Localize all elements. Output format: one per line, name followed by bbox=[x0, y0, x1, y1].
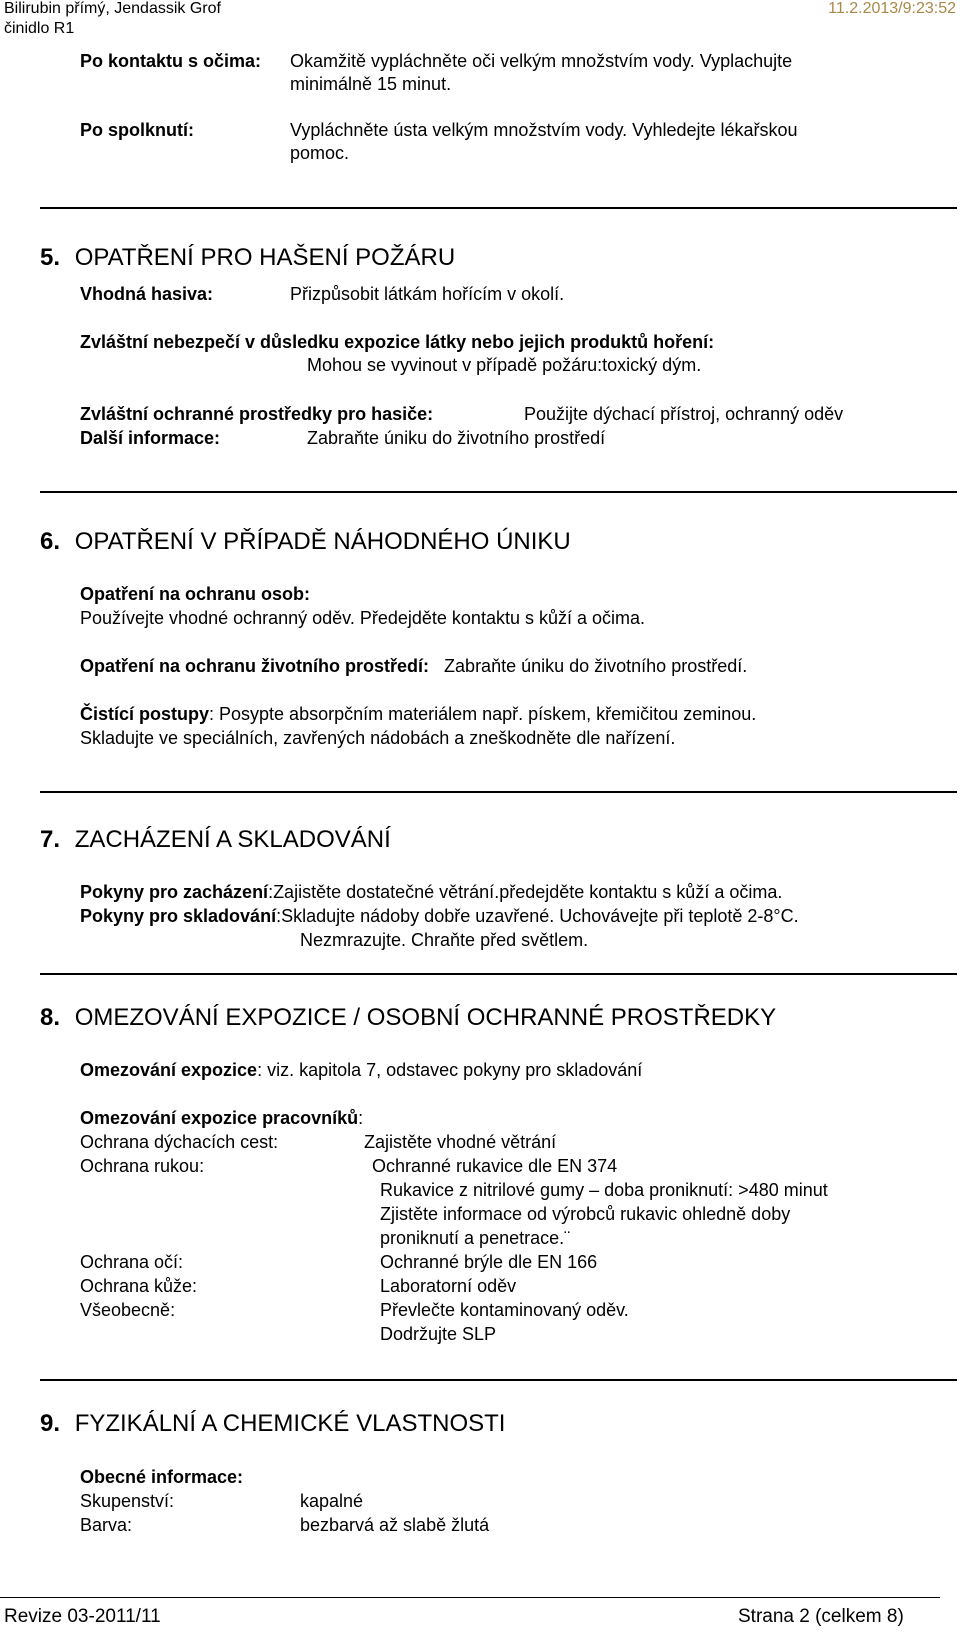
worker-exposure-colon: : bbox=[358, 1108, 364, 1128]
extinguishing-agents-text: Přizpůsobit látkám hořícím v okolí. bbox=[290, 284, 565, 304]
section-5-title: OPATŘENÍ PRO HAŠENÍ POŽÁRU bbox=[74, 244, 456, 271]
document-date: 11.2.2013/9:23:52 bbox=[828, 0, 956, 17]
hand-protection-text-4: proniknutí a penetrace.¨ bbox=[380, 1228, 571, 1248]
section-divider bbox=[40, 973, 957, 975]
section-divider bbox=[40, 791, 957, 793]
section-divider bbox=[40, 1379, 957, 1381]
eye-contact-label: Po kontaktu s očima: bbox=[80, 51, 262, 71]
eye-protection-label: Ochrana očí: bbox=[80, 1252, 184, 1272]
skin-protection-label: Ochrana kůže: bbox=[80, 1276, 198, 1296]
general-measures-text-2: Dodržujte SLP bbox=[380, 1324, 497, 1344]
special-hazard-label: Zvláštní nebezpečí v důsledku expozice látky nebo jejich produktů hoření: bbox=[80, 332, 715, 352]
additional-info-text: Zabraňte úniku do životního prostředí bbox=[307, 428, 606, 448]
section-divider bbox=[40, 491, 957, 493]
document-subtitle: činidlo R1 bbox=[4, 20, 75, 37]
section-divider bbox=[40, 207, 957, 209]
section-5-number: 5. bbox=[40, 244, 61, 271]
personal-precautions-label: Opatření na ochranu osob: bbox=[80, 584, 311, 604]
cleanup-label: Čistící postupy bbox=[80, 704, 210, 724]
storage-text-2: Nezmrazujte. Chraňte před světlem. bbox=[300, 930, 589, 950]
firefighter-equipment-label: Zvláštní ochranné prostředky pro hasiče: bbox=[80, 404, 434, 424]
cleanup-row bbox=[80, 704, 756, 725]
section-9-number: 9. bbox=[40, 1410, 61, 1437]
environmental-precautions-label: Opatření na ochranu životního prostředí: bbox=[80, 656, 430, 676]
section-9-heading bbox=[40, 1410, 505, 1438]
eye-protection-text: Ochranné brýle dle EN 166 bbox=[380, 1252, 598, 1272]
environmental-precautions-row bbox=[80, 656, 747, 677]
section-9-title: FYZIKÁLNÍ A CHEMICKÉ VLASTNOSTI bbox=[74, 1410, 506, 1437]
handling-text: :Zajistěte dostatečné větrání.předejděte kontaktu s kůží a očima. bbox=[268, 882, 783, 902]
cleanup-text-2: Skladujte ve speciálních, zavřených nádobách a zneškodněte dle nařízení. bbox=[80, 728, 676, 748]
handling-label: Pokyny pro zacházení bbox=[80, 882, 269, 902]
respiratory-protection-label: Ochrana dýchacích cest: bbox=[80, 1132, 279, 1152]
storage-row bbox=[80, 906, 799, 927]
eye-contact-text-2: minimálně 15 minut. bbox=[290, 74, 452, 94]
extinguishing-agents-label: Vhodná hasiva: bbox=[80, 284, 214, 304]
handling-row bbox=[80, 882, 782, 903]
additional-info-label: Další informace: bbox=[80, 428, 221, 448]
section-5-heading bbox=[40, 244, 455, 272]
worker-exposure-label: Omezování expozice pracovníků bbox=[80, 1108, 359, 1128]
firefighter-equipment-text: Použijte dýchací přístroj, ochranný oděv bbox=[524, 404, 844, 424]
physical-state-label: Skupenství: bbox=[80, 1491, 175, 1511]
revision-number: Revize 03-2011/11 bbox=[4, 1606, 161, 1627]
section-7-heading bbox=[40, 826, 391, 854]
general-information-label: Obecné informace: bbox=[80, 1467, 244, 1487]
physical-state-text: kapalné bbox=[300, 1491, 364, 1511]
worker-exposure-row bbox=[80, 1108, 363, 1129]
eye-contact-text: Okamžitě vypláchněte oči velkým množstvím vody. Vyplachujte bbox=[290, 51, 793, 71]
swallow-label: Po spolknutí: bbox=[80, 120, 194, 140]
hand-protection-text-3: Zjistěte informace od výrobců rukavic ohledně doby bbox=[380, 1204, 791, 1224]
general-measures-label: Všeobecně: bbox=[80, 1300, 176, 1320]
section-8-number: 8. bbox=[40, 1004, 61, 1031]
section-6-title: OPATŘENÍ V PŘÍPADĚ NÁHODNÉHO ÚNIKU bbox=[74, 528, 571, 555]
document-title: Bilirubin přímý, Jendassik Grof bbox=[4, 0, 221, 17]
section-6-heading bbox=[40, 528, 571, 556]
respiratory-protection-text: Zajistěte vhodné větrání bbox=[364, 1132, 557, 1152]
storage-label: Pokyny pro skladování bbox=[80, 906, 277, 926]
special-hazard-text: Mohou se vyvinout v případě požáru:toxický dým. bbox=[307, 355, 702, 375]
section-8-heading bbox=[40, 1004, 776, 1032]
storage-text: :Skladujte nádoby dobře uzavřené. Uchovávejte při teplotě 2-8°C. bbox=[276, 906, 799, 926]
general-measures-text: Převlečte kontaminovaný oděv. bbox=[380, 1300, 629, 1320]
section-8-title: OMEZOVÁNÍ EXPOZICE / OSOBNÍ OCHRANNÉ PROSTŘEDKY bbox=[74, 1004, 777, 1031]
cleanup-text: : Posypte absorpčním materiálem např. pískem, křemičitou zeminou. bbox=[209, 704, 757, 724]
swallow-text-2: pomoc. bbox=[290, 143, 350, 163]
exposure-control-text: : viz. kapitola 7, odstavec pokyny pro skladování bbox=[257, 1060, 643, 1080]
exposure-control-row bbox=[80, 1060, 642, 1081]
swallow-text: Vypláchněte ústa velkým množstvím vody. Vyhledejte lékařskou bbox=[290, 120, 798, 140]
color-label: Barva: bbox=[80, 1515, 133, 1535]
hand-protection-label: Ochrana rukou: bbox=[80, 1156, 205, 1176]
section-7-number: 7. bbox=[40, 826, 61, 853]
hand-protection-text: Ochranné rukavice dle EN 374 bbox=[372, 1156, 618, 1176]
page-number: Strana 2 (celkem 8) bbox=[738, 1606, 904, 1627]
hand-protection-text-2: Rukavice z nitrilové gumy – doba proniknutí: >480 minut bbox=[380, 1180, 828, 1200]
section-6-number: 6. bbox=[40, 528, 61, 555]
exposure-control-label: Omezování expozice bbox=[80, 1060, 258, 1080]
personal-precautions-text: Používejte vhodné ochranný oděv. Předejděte kontaktu s kůží a očima. bbox=[80, 608, 646, 628]
footer-divider bbox=[0, 1597, 940, 1598]
skin-protection-text: Laboratorní oděv bbox=[380, 1276, 517, 1296]
environmental-precautions-text: Zabraňte úniku do životního prostředí. bbox=[444, 656, 748, 676]
color-text: bezbarvá až slabě žlutá bbox=[300, 1515, 490, 1535]
section-7-title: ZACHÁZENÍ A SKLADOVÁNÍ bbox=[74, 826, 391, 853]
